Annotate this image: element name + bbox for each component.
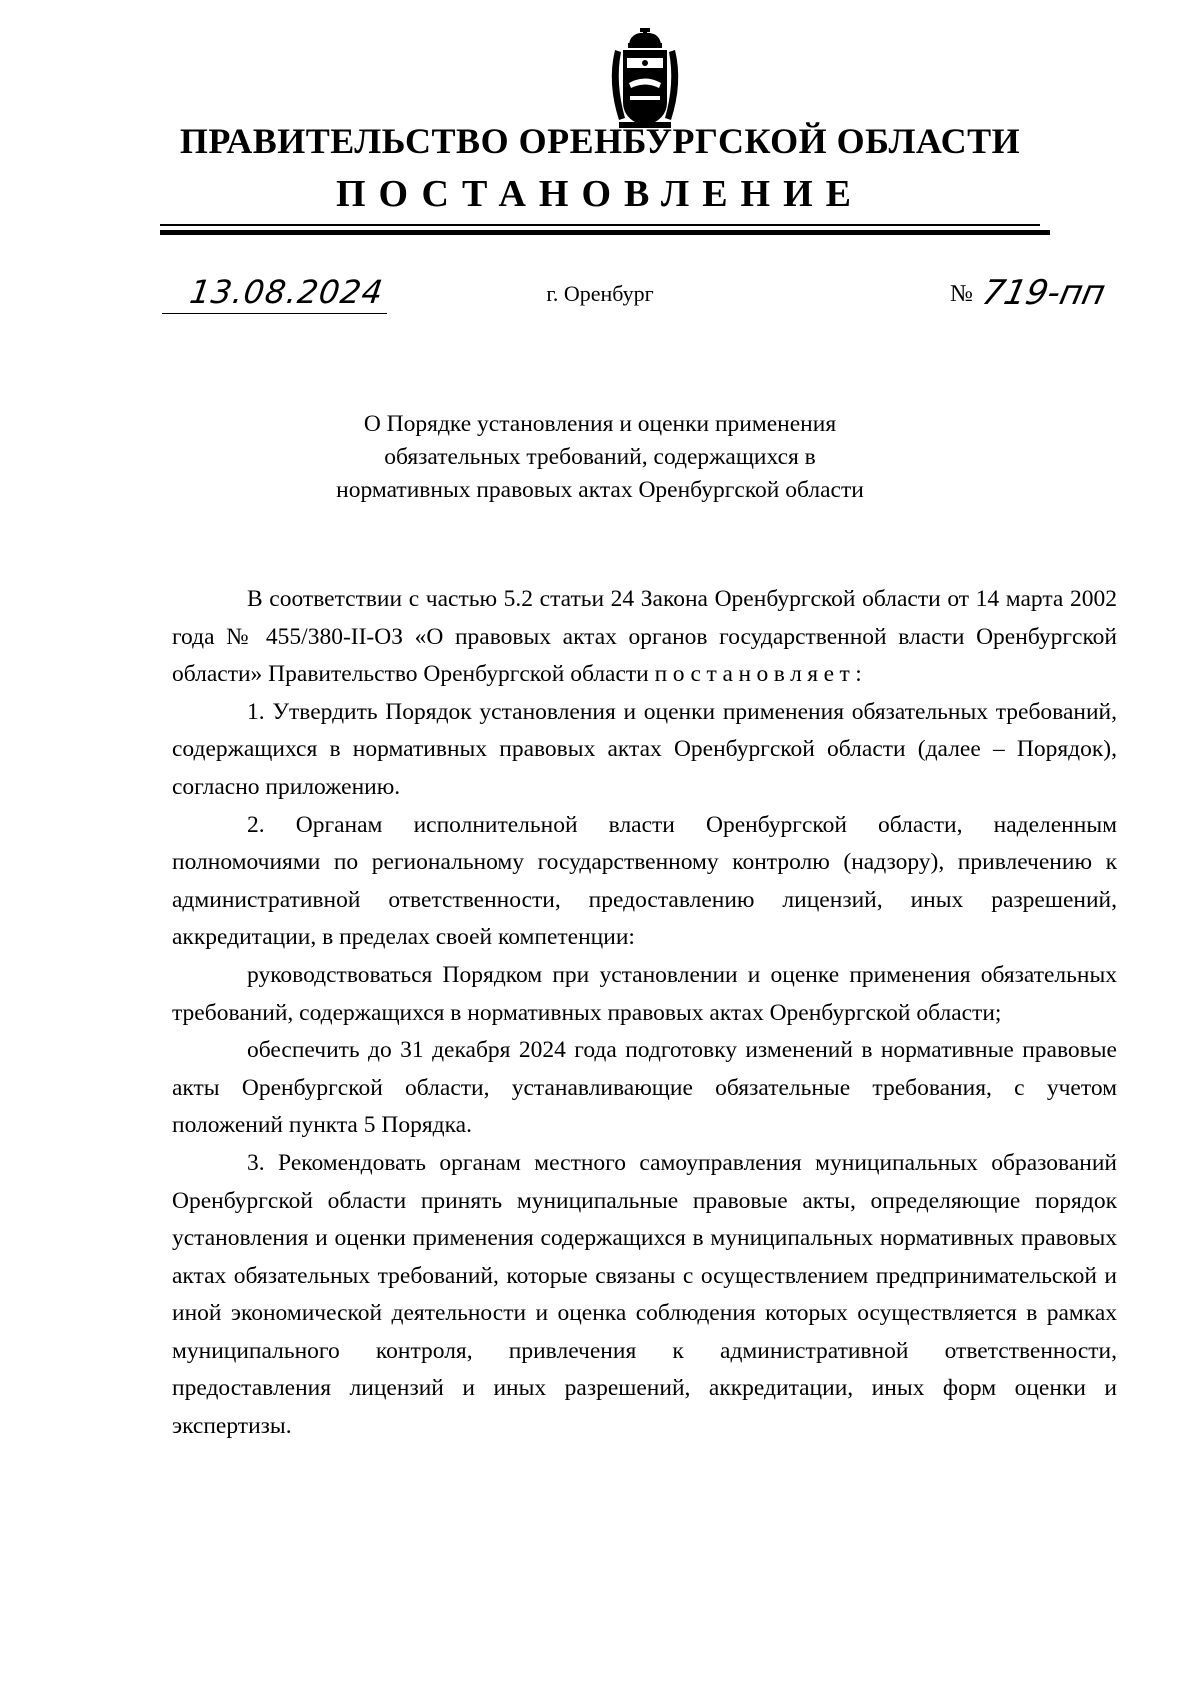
document-type: ПОСТАНОВЛЕНИЕ	[335, 173, 865, 215]
number-sign: №	[950, 281, 973, 307]
paragraph-item-1: 1. Утвердить Порядок установления и оценки применения обязательных требований, содержащихся в нормативных правовых актах Оренбургской области (далее – Порядок), согласно приложению.	[172, 698, 1117, 800]
header-rule-thick	[160, 230, 1050, 235]
document-body	[172, 581, 1117, 1446]
preamble-text: В соответствии с частью 5.2 статьи 24 Закона Оренбургской области от 14 марта 2002 года № 455/380-II-ОЗ «О правовых актах органов государственной власти Оренбургской области» Правительство Оренбургской области	[172, 586, 1117, 688]
title-line: О Порядке установления и оценки применения	[363, 411, 837, 437]
handwritten-number: 719-пп	[978, 273, 1109, 313]
handwritten-date: 13.08.2024	[187, 273, 386, 311]
title-line: обязательных требований, содержащихся в	[384, 444, 816, 470]
paragraph-preamble	[172, 581, 1117, 694]
document-title	[0, 408, 1200, 507]
city: г. Оренбург	[546, 281, 654, 306]
oblast-coat-of-arms-icon	[605, 28, 685, 130]
decree-word: постановляет:	[654, 661, 868, 688]
title-line: нормативных правовых актах Оренбургской области	[336, 477, 864, 503]
organization-name: ПРАВИТЕЛЬСТВО ОРЕНБУРГСКОЙ ОБЛАСТИ	[179, 121, 1021, 161]
paragraph-item-2: 2. Органам исполнительной власти Оренбургской области, наделенным полномочиями по региональному государственному контролю (надзору), привлечению к административной ответственности, предоставлению лицензий, иных разрешений, аккредитации, в пределах своей компетенции:	[172, 811, 1117, 951]
paragraph-item-2-b: обеспечить до 31 декабря 2024 года подготовку изменений в нормативные правовые акты Оренбургской области, устанавливающие обязательные требования, с учетом положений пункта 5 Порядка.	[172, 1037, 1117, 1139]
header-rule-thin	[160, 224, 1040, 226]
paragraph-item-2-a: руководствоваться Порядком при установлении и оценке применения обязательных требований, содержащихся в нормативных правовых актах Оренбургской области;	[172, 961, 1117, 1026]
paragraph-item-3: 3. Рекомендовать органам местного самоуправления муниципальных образований Оренбургской области принять муниципальные правовые акты, определяющие порядок установления и оценки применения содержащихся в муниципальных нормативных правовых актах обязательных требований, которые связаны с осуществлением предпринимательской и иной экономической деятельности и оценка соблюдения которых осуществляется в рамках муниципального контроля, привлечения к административной ответственности, предоставления лицензий и иных разрешений, аккредитации, иных форм оценки и экспертизы.	[172, 1149, 1117, 1440]
